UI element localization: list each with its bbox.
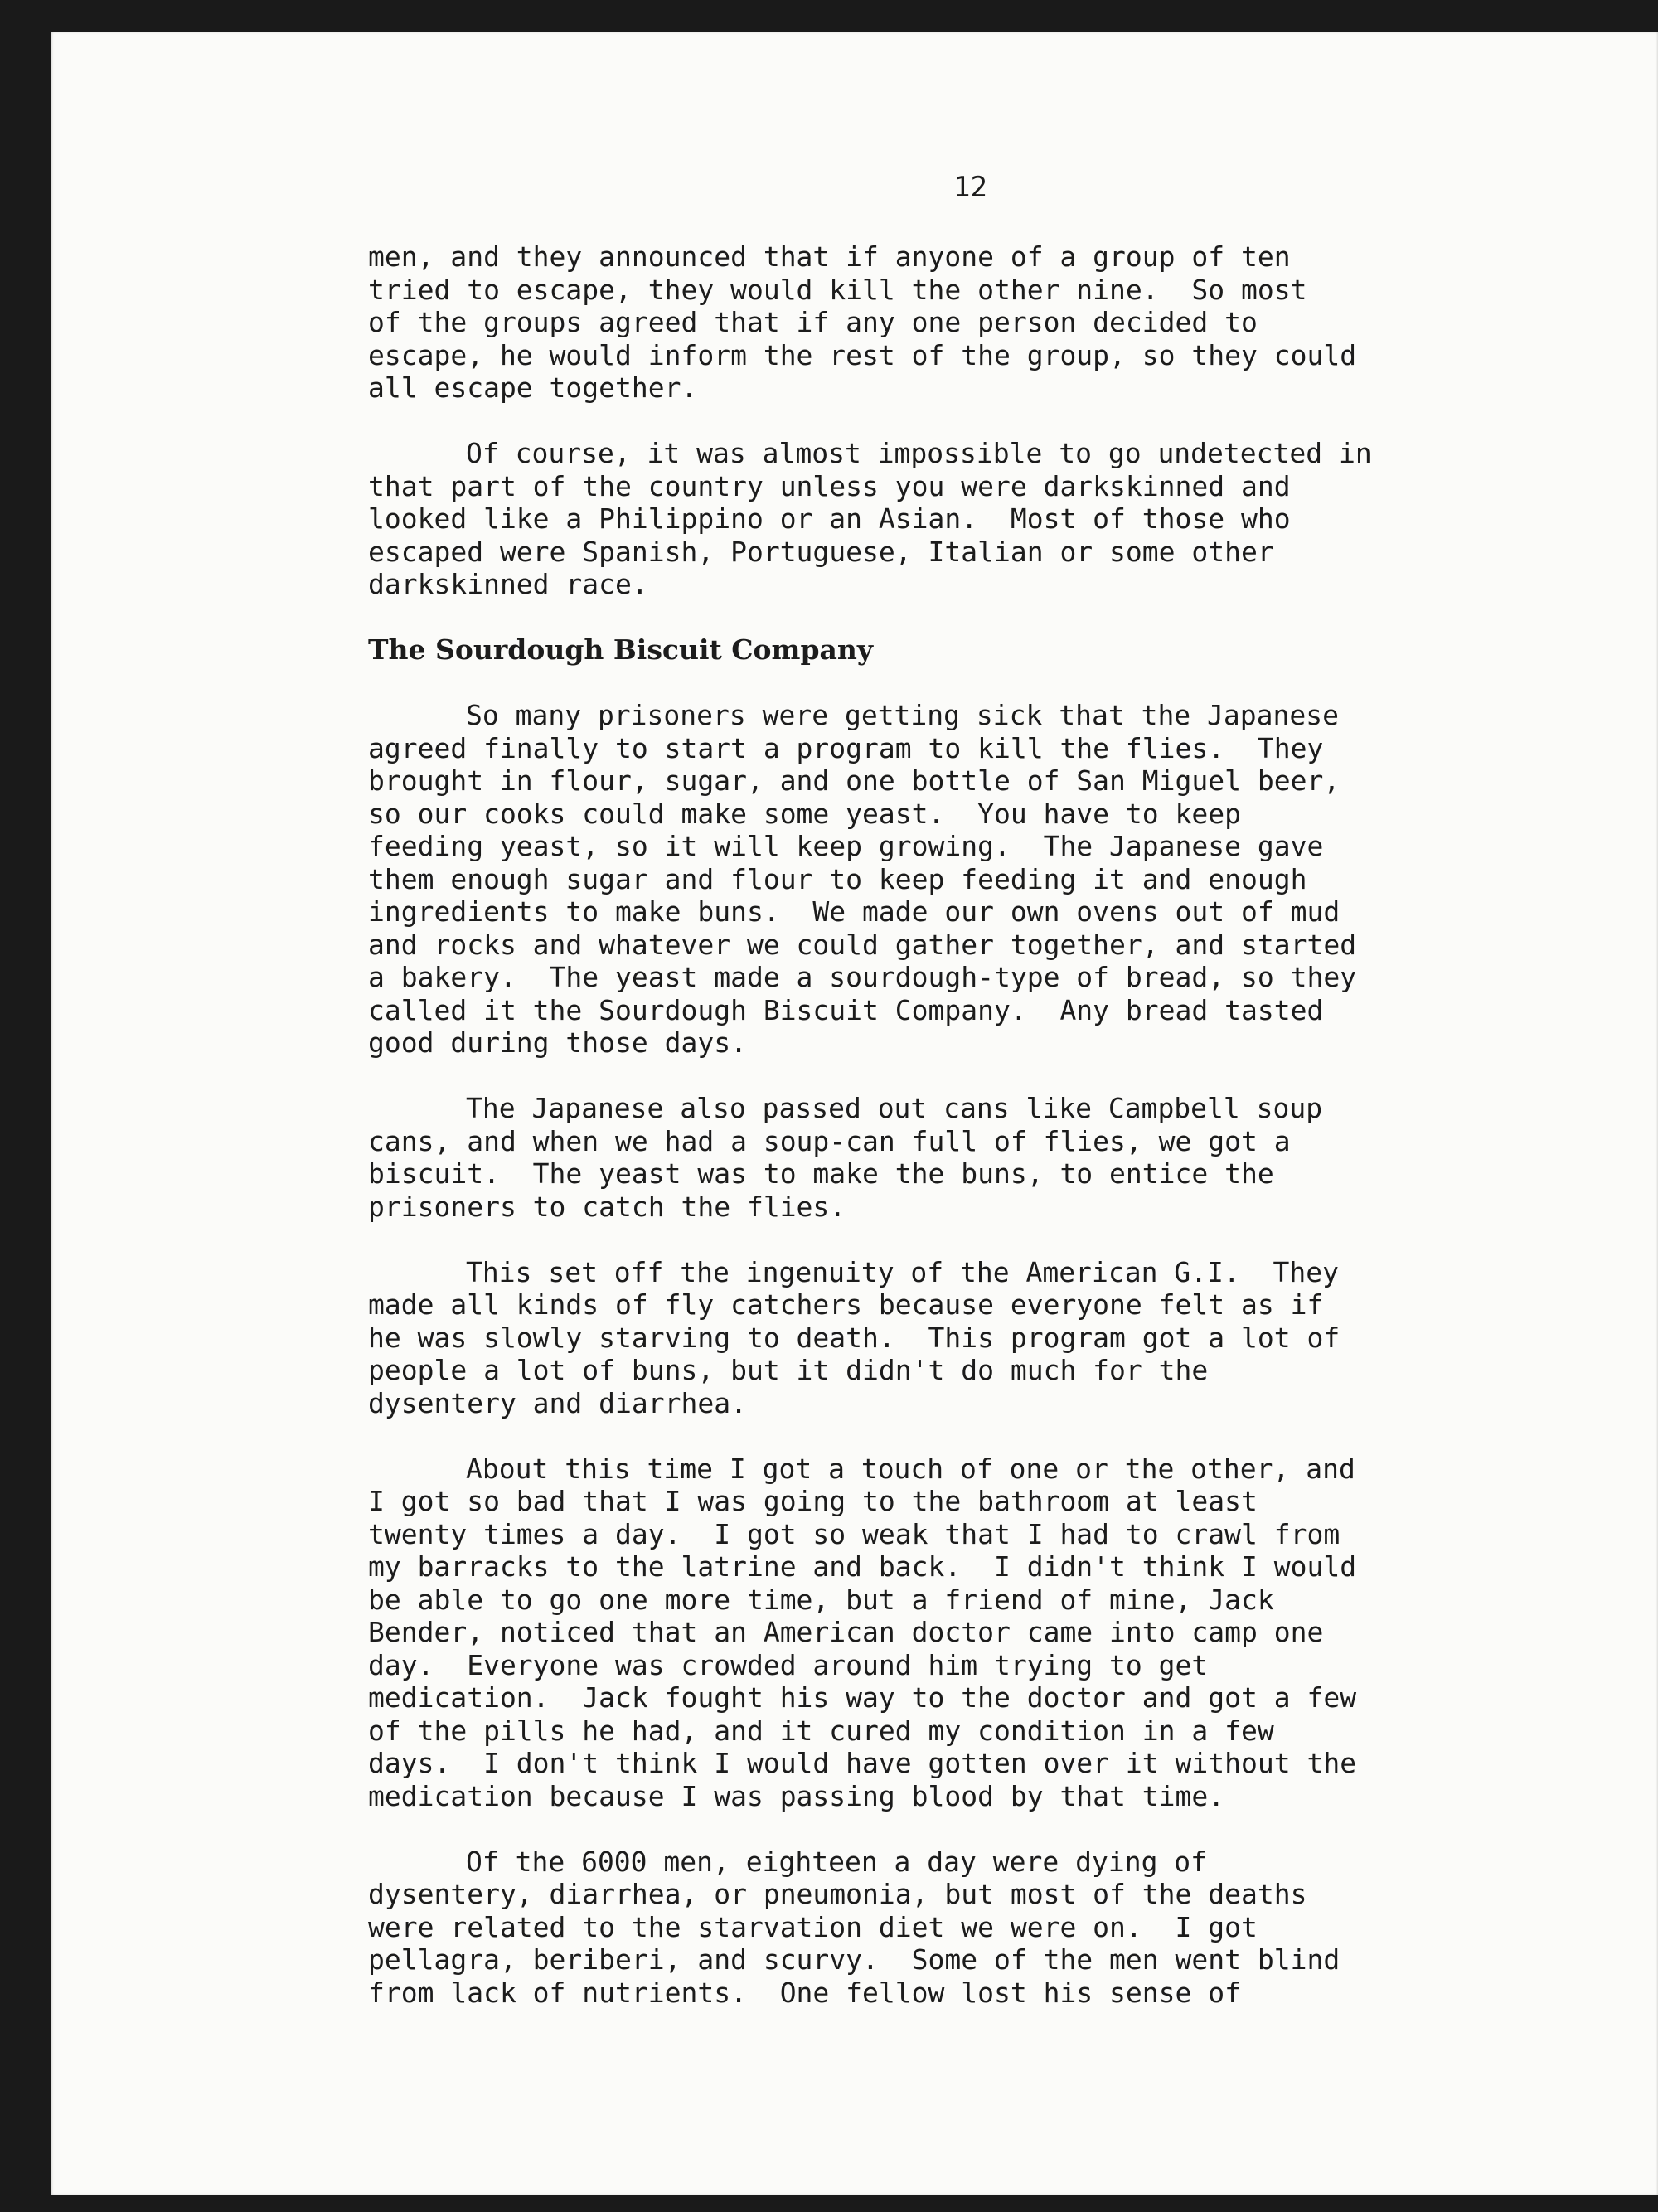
text-line: medication. Jack fought his way to the doctor and got a few: [368, 1681, 1357, 1714]
text-line: called it the Sourdough Biscuit Company. Any bread tasted: [368, 993, 1324, 1026]
text-line: This set off the ingenuity of the American G.I. They: [466, 1255, 1339, 1288]
text-line: cans, and when we had a soup-can full of flies, we got a: [368, 1124, 1291, 1157]
text-line: Of course, it was almost impossible to go undetected in: [466, 437, 1372, 469]
text-line: days. I don't think I would have gotten over it without the: [368, 1747, 1357, 1779]
text-line: tried to escape, they would kill the other nine. So most: [368, 273, 1307, 306]
section-heading: [368, 633, 1562, 667]
paragraph: [368, 1256, 1562, 1420]
text-line: all escape together.: [368, 371, 698, 404]
text-line: escape, he would inform the rest of the group, so they could: [368, 338, 1357, 371]
text-line: my barracks to the latrine and back. I didn't think I would: [368, 1550, 1357, 1583]
text-line: I got so bad that I was going to the bathroom at least: [368, 1485, 1258, 1517]
text-line: The Sourdough Biscuit Company: [368, 633, 874, 666]
text-line: from lack of nutrients. One fellow lost his sense of: [368, 1976, 1241, 2009]
text-line: feeding yeast, so it will keep growing. The Japanese gave: [368, 830, 1324, 862]
text-line: dysentery and diarrhea.: [368, 1386, 747, 1419]
text-line: The Japanese also passed out cans like Campbell soup: [466, 1092, 1323, 1124]
text-line: So many prisoners were getting sick that the Japanese: [466, 699, 1339, 731]
paragraph: [368, 1092, 1562, 1223]
text-line: ingredients to make buns. We made our own ovens out of mud: [368, 895, 1340, 928]
text-line: of the pills he had, and it cured my condition in a few: [368, 1714, 1274, 1747]
text-line: pellagra, beriberi, and scurvy. Some of the men went blind: [368, 1943, 1340, 1976]
text-line: people a lot of buns, but it didn't do much for the: [368, 1354, 1209, 1386]
paragraph: [368, 1453, 1562, 1813]
paragraph: [368, 1846, 1562, 2010]
text-line: brought in flour, sugar, and one bottle of San Miguel beer,: [368, 764, 1340, 797]
text-line: be able to go one more time, but a friend of mine, Jack: [368, 1583, 1274, 1616]
text-line: prisoners to catch the flies.: [368, 1190, 846, 1223]
text-line: twenty times a day. I got so weak that I had to crawl from: [368, 1517, 1340, 1550]
paragraph: [368, 240, 1562, 405]
paragraph: [368, 437, 1562, 601]
paragraph: [368, 699, 1562, 1060]
text-line: day. Everyone was crowded around him trying to get: [368, 1648, 1209, 1681]
text-line: a bakery. The yeast made a sourdough-type of bread, so they: [368, 961, 1357, 993]
text-line: and rocks and whatever we could gather together, and started: [368, 928, 1357, 961]
text-line: Of the 6000 men, eighteen a day were dying of: [466, 1845, 1208, 1878]
text-line: made all kinds of fly catchers because everyone felt as if: [368, 1288, 1324, 1321]
text-line: he was slowly starving to death. This program got a lot of: [368, 1321, 1340, 1354]
document-page: [51, 32, 1658, 2195]
body-text: [368, 240, 1562, 2042]
text-line: darkskinned race.: [368, 568, 648, 600]
text-line: were related to the starvation diet we were on. I got: [368, 1910, 1258, 1943]
text-line: men, and they announced that if anyone of a group of ten: [368, 240, 1291, 273]
text-line: dysentery, diarrhea, or pneumonia, but most of the deaths: [368, 1878, 1307, 1910]
text-line: biscuit. The yeast was to make the buns, to entice the: [368, 1157, 1274, 1190]
text-line: so our cooks could make some yeast. You have to keep: [368, 797, 1241, 830]
text-line: medication because I was passing blood by that time.: [368, 1779, 1225, 1812]
text-line: looked like a Philippino or an Asian. Most of those who: [368, 502, 1291, 535]
text-line: good during those days.: [368, 1026, 747, 1059]
text-line: escaped were Spanish, Portuguese, Italian or some other: [368, 535, 1274, 568]
text-line: of the groups agreed that if any one person decided to: [368, 306, 1258, 338]
text-line: them enough sugar and flour to keep feeding it and enough: [368, 862, 1307, 895]
page-number: 12: [953, 171, 987, 204]
text-line: About this time I got a touch of one or the other, and: [466, 1452, 1355, 1485]
text-line: agreed finally to start a program to kill the flies. They: [368, 731, 1324, 764]
text-line: that part of the country unless you were darkskinned and: [368, 469, 1291, 502]
text-line: Bender, noticed that an American doctor came into camp one: [368, 1616, 1324, 1648]
